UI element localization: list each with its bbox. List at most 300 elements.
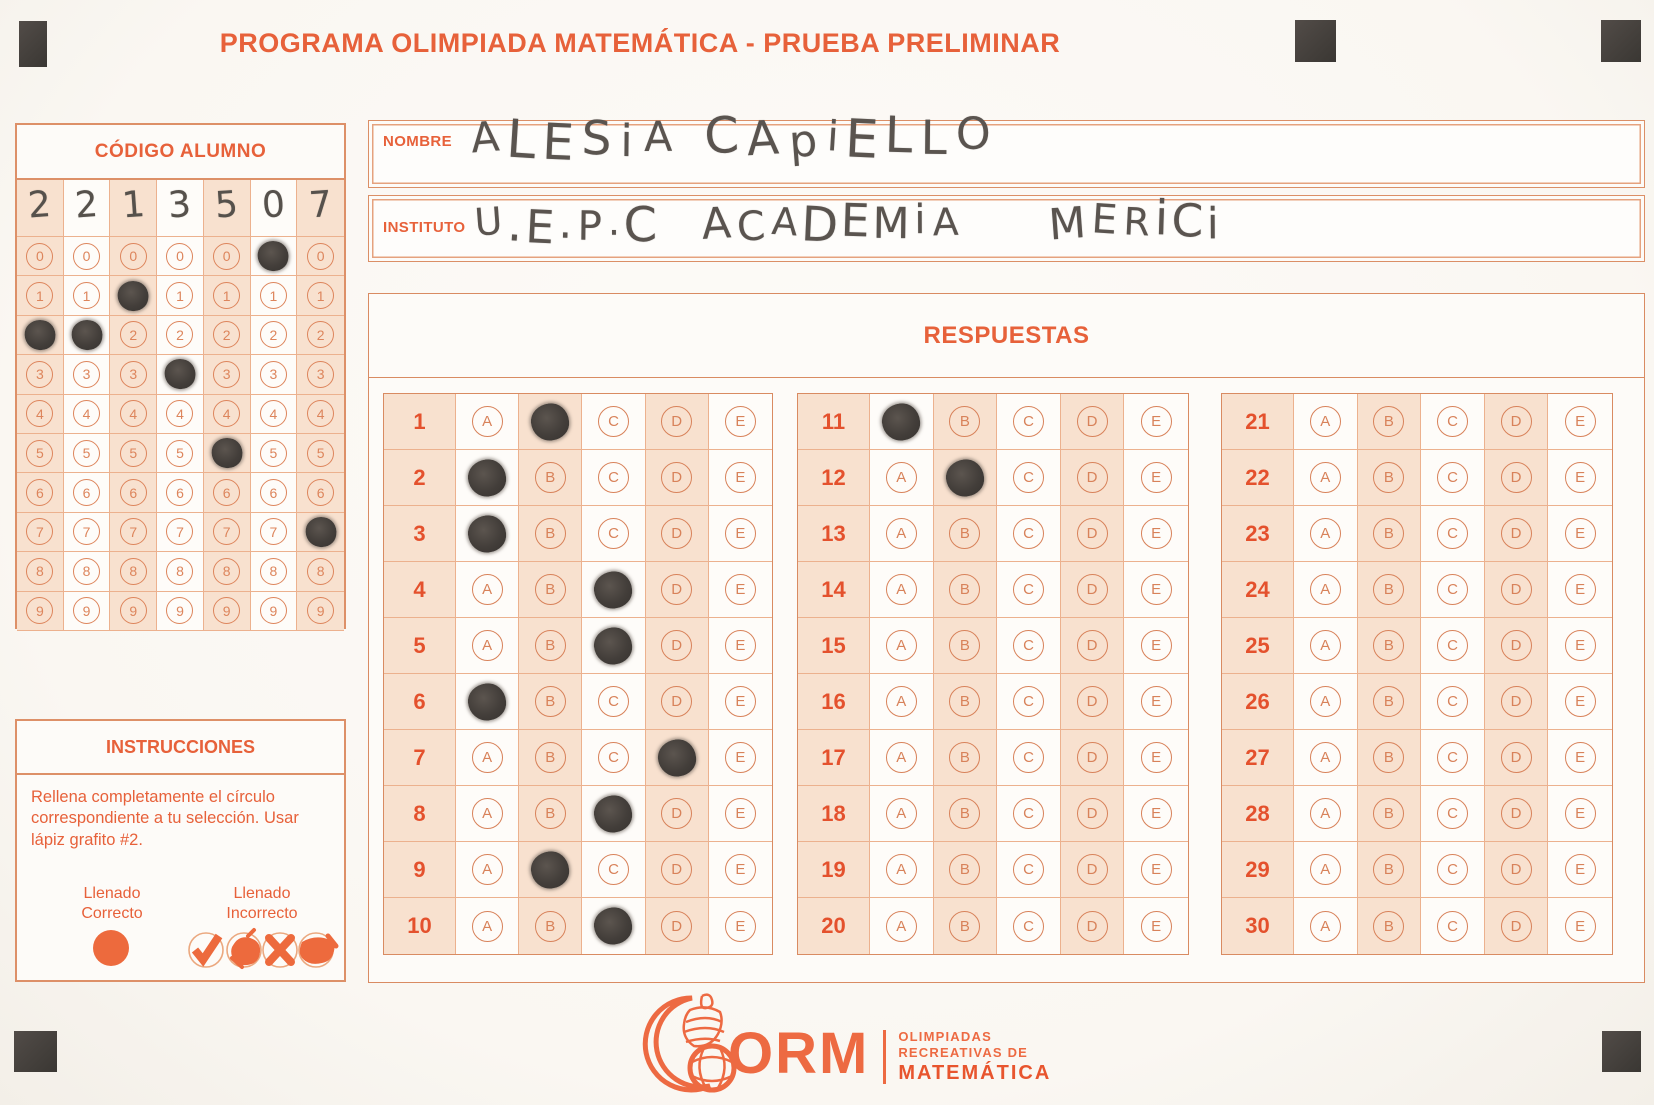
answer-option-cell [519, 450, 582, 505]
answer-option-cell [456, 618, 519, 673]
answer-option-cell [997, 674, 1061, 729]
pencil-filled-bubble [593, 906, 635, 947]
answer-bubble-c: C [1437, 686, 1468, 717]
answer-option-cell [1485, 506, 1549, 561]
pencil-filled-bubble [116, 279, 151, 313]
code-bubble-cell [297, 276, 344, 315]
answer-option-cell [997, 394, 1061, 449]
answer-row [1222, 730, 1612, 786]
code-bubble: 8 [120, 558, 147, 585]
answer-bubble-b: B [949, 630, 980, 661]
code-bubble: 5 [26, 440, 53, 467]
code-bubble: 5 [166, 440, 193, 467]
answer-option-cell [934, 786, 998, 841]
answer-bubble-b: B [1373, 630, 1404, 661]
answer-bubble-a: A [1310, 911, 1341, 942]
question-number: 3 [384, 506, 456, 561]
answer-option-cell [519, 842, 582, 897]
question-number: 27 [1222, 730, 1294, 785]
code-bubble: 3 [260, 361, 287, 388]
answer-bubble-a: A [472, 406, 503, 437]
code-bubble: 5 [120, 440, 147, 467]
code-bubble-cell [157, 434, 204, 473]
code-bubble-cell [297, 552, 344, 591]
answer-row [384, 898, 772, 954]
code-bubble-cell [157, 592, 204, 631]
instructions-box [15, 719, 346, 982]
pencil-filled-bubble [593, 625, 635, 666]
name-handwritten-value: ALESiA CApiELLO [468, 104, 1000, 173]
answer-option-cell [1485, 842, 1549, 897]
code-bubble: 7 [26, 518, 53, 545]
pencil-filled-bubble [303, 515, 338, 549]
correct-fill-label: Llenado Correcto [81, 885, 143, 922]
answer-option-cell [709, 786, 772, 841]
answer-bubble-b: B [535, 518, 566, 549]
pencil-filled-bubble [209, 436, 244, 470]
student-code-grid [17, 180, 344, 631]
code-bubble-cell [204, 552, 251, 591]
answer-bubble-c: C [1437, 742, 1468, 773]
institute-field-box [368, 189, 1645, 262]
code-bubble: 7 [213, 518, 240, 545]
answer-row [798, 842, 1188, 898]
question-number: 19 [798, 842, 870, 897]
answer-option-cell [1485, 674, 1549, 729]
question-number: 12 [798, 450, 870, 505]
answer-bubble-c: C [1013, 462, 1044, 493]
answer-bubble-b: B [1373, 854, 1404, 885]
answer-bubble-b: B [949, 742, 980, 773]
code-bubble-cell [204, 434, 251, 473]
code-bubble: 9 [73, 597, 100, 624]
answer-option-cell [1421, 394, 1485, 449]
code-bubble-cell [157, 316, 204, 355]
answer-bubble-c: C [598, 518, 629, 549]
code-bubble: 9 [120, 597, 147, 624]
answer-option-cell [1358, 674, 1422, 729]
code-handwritten-digit-cell [251, 180, 298, 237]
answer-row [1222, 898, 1612, 954]
answer-option-cell [646, 562, 709, 617]
answer-bubble-d: D [1501, 406, 1532, 437]
answer-bubble-b: B [949, 518, 980, 549]
code-bubble-cell [204, 355, 251, 394]
orm-logo-text: ORM [728, 1020, 870, 1086]
code-bubble-cell [297, 395, 344, 434]
answer-bubble-c: C [598, 406, 629, 437]
pencil-filled-bubble [22, 318, 57, 352]
answer-bubble-e: E [1141, 406, 1172, 437]
code-bubble-cell [204, 513, 251, 552]
answer-bubble-a: A [1310, 406, 1341, 437]
answer-option-cell [582, 786, 645, 841]
answer-row [1222, 450, 1612, 506]
answer-option-cell [1548, 730, 1612, 785]
answer-option-cell [1421, 562, 1485, 617]
orm-logo [640, 992, 1051, 1096]
answer-bubble-b: B [949, 406, 980, 437]
question-number: 9 [384, 842, 456, 897]
answer-option-cell [1421, 730, 1485, 785]
answer-bubble-c: C [1437, 798, 1468, 829]
code-bubble-cell [157, 237, 204, 276]
question-number: 23 [1222, 506, 1294, 561]
code-bubble: 9 [307, 597, 334, 624]
answer-option-cell [1485, 898, 1549, 954]
answer-option-cell [1485, 786, 1549, 841]
question-number: 17 [798, 730, 870, 785]
answer-bubble-d: D [661, 462, 692, 493]
answer-bubble-c: C [1013, 630, 1044, 661]
code-bubble-cell [251, 552, 298, 591]
answer-option-cell [646, 674, 709, 729]
answer-option-cell [1061, 730, 1125, 785]
code-bubble: 6 [166, 479, 193, 506]
answer-bubble-e: E [1565, 854, 1596, 885]
code-bubble: 8 [26, 558, 53, 585]
question-number: 4 [384, 562, 456, 617]
code-bubble-cell [251, 237, 298, 276]
answer-option-cell [1061, 786, 1125, 841]
answer-option-cell [1294, 562, 1358, 617]
answer-bubble-d: D [1501, 911, 1532, 942]
code-bubble-cell [157, 473, 204, 512]
logo-divider [883, 1030, 886, 1084]
code-bubble-cell [17, 395, 64, 434]
answer-option-cell [1294, 842, 1358, 897]
question-number: 1 [384, 394, 456, 449]
answer-option-cell [1061, 394, 1125, 449]
code-bubble: 7 [260, 518, 287, 545]
answer-option-cell [456, 842, 519, 897]
answer-option-cell [709, 450, 772, 505]
answer-option-cell [1294, 730, 1358, 785]
answer-option-cell [1124, 786, 1188, 841]
code-handwritten-digit-cell [110, 180, 157, 237]
answer-row [798, 562, 1188, 618]
answer-option-cell [934, 450, 998, 505]
answer-bubble-c: C [1013, 518, 1044, 549]
code-bubble-cell [157, 513, 204, 552]
answer-bubble-b: B [535, 462, 566, 493]
code-bubble: 3 [26, 361, 53, 388]
answer-bubble-a: A [886, 574, 917, 605]
answer-option-cell [1358, 898, 1422, 954]
answer-option-cell [997, 842, 1061, 897]
answer-option-cell [1294, 506, 1358, 561]
question-number: 15 [798, 618, 870, 673]
code-bubble-cell [64, 592, 111, 631]
answer-option-cell [582, 842, 645, 897]
answer-bubble-a: A [1310, 630, 1341, 661]
code-bubble-cell [297, 316, 344, 355]
code-bubble: 8 [166, 558, 193, 585]
answer-bubble-e: E [1141, 518, 1172, 549]
code-bubble-cell [17, 355, 64, 394]
incorrect-solid-blob-icon [294, 926, 340, 972]
answer-option-cell [709, 730, 772, 785]
answer-option-cell [1124, 730, 1188, 785]
answer-option-cell [1485, 562, 1549, 617]
answer-row [798, 506, 1188, 562]
answer-option-cell [1061, 842, 1125, 897]
answer-option-cell [1421, 842, 1485, 897]
question-number: 7 [384, 730, 456, 785]
answer-option-cell [870, 394, 934, 449]
answer-option-cell [646, 450, 709, 505]
answer-bubble-e: E [1141, 462, 1172, 493]
answers-block-1-10 [383, 393, 773, 955]
code-bubble-cell [297, 434, 344, 473]
code-handwritten-digit-cell [157, 180, 204, 237]
answer-row [1222, 674, 1612, 730]
answer-option-cell [709, 674, 772, 729]
code-bubble: 4 [213, 400, 240, 427]
answer-row [798, 730, 1188, 786]
registration-mark-top-left [19, 21, 47, 67]
answer-bubble-e: E [725, 911, 756, 942]
answer-bubble-a: A [886, 630, 917, 661]
question-number: 21 [1222, 394, 1294, 449]
answer-bubble-b: B [949, 798, 980, 829]
answer-option-cell [582, 562, 645, 617]
code-bubble: 6 [260, 479, 287, 506]
code-bubble-cell [110, 395, 157, 434]
code-bubble: 7 [120, 518, 147, 545]
code-bubble-cell [110, 513, 157, 552]
code-bubble-cell [17, 473, 64, 512]
answer-row [384, 394, 772, 450]
answer-bubble-e: E [1141, 574, 1172, 605]
answer-bubble-a: A [886, 462, 917, 493]
answer-option-cell [709, 898, 772, 954]
code-handwritten-digit-cell [204, 180, 251, 237]
answer-bubble-e: E [1565, 462, 1596, 493]
answer-bubble-b: B [1373, 911, 1404, 942]
answer-option-cell [582, 618, 645, 673]
code-handwritten-digit-cell [64, 180, 111, 237]
answer-option-cell [1294, 786, 1358, 841]
code-bubble: 4 [307, 400, 334, 427]
answer-bubble-a: A [472, 854, 503, 885]
answer-option-cell [870, 450, 934, 505]
code-bubble-cell [64, 395, 111, 434]
answer-bubble-d: D [661, 630, 692, 661]
code-bubble-cell [64, 276, 111, 315]
answer-option-cell [646, 618, 709, 673]
code-bubble-cell [110, 592, 157, 631]
answer-bubble-a: A [886, 518, 917, 549]
answer-option-cell [1358, 450, 1422, 505]
answer-bubble-d: D [1077, 406, 1108, 437]
answer-option-cell [1294, 674, 1358, 729]
answer-option-cell [1485, 730, 1549, 785]
answer-bubble-a: A [472, 574, 503, 605]
answer-option-cell [934, 562, 998, 617]
answer-bubble-d: D [1077, 798, 1108, 829]
question-number: 20 [798, 898, 870, 954]
code-bubble-cell [297, 237, 344, 276]
answer-bubble-a: A [886, 911, 917, 942]
answer-option-cell [934, 842, 998, 897]
code-bubble: 9 [26, 597, 53, 624]
answer-option-cell [1548, 786, 1612, 841]
answer-bubble-a: A [886, 854, 917, 885]
code-bubble: 9 [213, 597, 240, 624]
answer-option-cell [997, 562, 1061, 617]
answer-bubble-a: A [472, 798, 503, 829]
answer-bubble-b: B [949, 911, 980, 942]
question-number: 29 [1222, 842, 1294, 897]
code-bubble: 2 [307, 321, 334, 348]
code-bubble: 7 [73, 518, 100, 545]
answer-bubble-b: B [1373, 798, 1404, 829]
answer-bubble-e: E [1565, 686, 1596, 717]
code-bubble-cell [251, 592, 298, 631]
registration-mark-top-middle [1295, 20, 1336, 62]
code-bubble-cell [64, 434, 111, 473]
answer-option-cell [1124, 450, 1188, 505]
answer-option-cell [1548, 898, 1612, 954]
answer-bubble-a: A [1310, 686, 1341, 717]
answer-bubble-b: B [1373, 574, 1404, 605]
answer-bubble-e: E [725, 462, 756, 493]
question-number: 6 [384, 674, 456, 729]
code-bubble: 8 [260, 558, 287, 585]
answer-bubble-d: D [1501, 630, 1532, 661]
answer-row [384, 842, 772, 898]
answer-option-cell [1421, 506, 1485, 561]
code-bubble: 6 [120, 479, 147, 506]
answer-bubble-e: E [725, 686, 756, 717]
answer-option-cell [582, 394, 645, 449]
answer-bubble-b: B [535, 686, 566, 717]
code-bubble: 5 [73, 440, 100, 467]
answer-option-cell [1358, 786, 1422, 841]
answer-row [1222, 786, 1612, 842]
pencil-filled-bubble [880, 401, 922, 442]
question-number: 13 [798, 506, 870, 561]
answer-row [798, 786, 1188, 842]
name-label: NOMBRE [383, 133, 453, 150]
code-bubble-cell [251, 276, 298, 315]
answer-option-cell [1294, 394, 1358, 449]
answer-bubble-d: D [1501, 686, 1532, 717]
code-handwritten-digit: 2 [73, 183, 100, 227]
answer-bubble-d: D [661, 911, 692, 942]
answer-option-cell [709, 506, 772, 561]
instructions-header: INSTRUCCIONES [17, 721, 344, 775]
code-bubble-cell [204, 237, 251, 276]
institute-handwritten-value: U.E.P.C ACADEMiA MERiCi [472, 189, 1225, 255]
code-bubble-cell [110, 355, 157, 394]
code-handwritten-digit: 2 [26, 183, 53, 227]
answer-option-cell [1358, 394, 1422, 449]
answer-bubble-b: B [535, 911, 566, 942]
answer-row [384, 674, 772, 730]
answers-block-11-20 [797, 393, 1189, 955]
answer-bubble-c: C [1437, 518, 1468, 549]
code-bubble: 8 [307, 558, 334, 585]
answer-option-cell [934, 618, 998, 673]
code-bubble-cell [251, 513, 298, 552]
code-bubble: 1 [166, 282, 193, 309]
answer-bubble-c: C [1437, 406, 1468, 437]
answer-option-cell [1061, 618, 1125, 673]
answer-bubble-a: A [1310, 742, 1341, 773]
answer-option-cell [646, 506, 709, 561]
answer-option-cell [1358, 730, 1422, 785]
question-number: 5 [384, 618, 456, 673]
pencil-filled-bubble [466, 457, 508, 498]
answers-block-21-30 [1221, 393, 1613, 955]
pencil-filled-bubble [593, 569, 635, 610]
code-handwritten-digit-cell [17, 180, 64, 237]
code-bubble-cell [204, 276, 251, 315]
answer-option-cell [1485, 450, 1549, 505]
answer-option-cell [646, 730, 709, 785]
answer-option-cell [870, 842, 934, 897]
code-bubble: 2 [213, 321, 240, 348]
answer-bubble-e: E [725, 518, 756, 549]
code-bubble: 5 [307, 440, 334, 467]
answer-bubble-c: C [1013, 911, 1044, 942]
code-handwritten-digit: 1 [120, 183, 146, 227]
answer-bubble-e: E [1565, 742, 1596, 773]
answer-bubble-d: D [1077, 686, 1108, 717]
answer-bubble-e: E [1141, 854, 1172, 885]
answer-bubble-e: E [1565, 630, 1596, 661]
logo-tagline: OLIMPIADAS RECREATIVAS DE MATEMÁTICA [898, 1028, 1052, 1085]
question-number: 14 [798, 562, 870, 617]
code-bubble: 1 [213, 282, 240, 309]
code-bubble-cell [251, 395, 298, 434]
answer-option-cell [1548, 562, 1612, 617]
code-bubble: 4 [26, 400, 53, 427]
code-bubble-cell [204, 473, 251, 512]
code-bubble-cell [64, 513, 111, 552]
page-title: PROGRAMA OLIMPIADA MATEMÁTICA - PRUEBA PRELIMINAR [219, 28, 1061, 58]
answer-option-cell [709, 562, 772, 617]
answer-bubble-b: B [1373, 406, 1404, 437]
code-bubble-cell [17, 316, 64, 355]
answer-option-cell [709, 394, 772, 449]
code-bubble-cell [157, 355, 204, 394]
code-bubble-cell [64, 237, 111, 276]
pencil-filled-bubble [656, 737, 698, 778]
answer-row [798, 450, 1188, 506]
code-handwritten-digit: 3 [166, 183, 193, 227]
answer-bubble-e: E [1141, 742, 1172, 773]
answer-row [1222, 618, 1612, 674]
student-code-header: CÓDIGO ALUMNO [17, 125, 344, 180]
answer-row [384, 730, 772, 786]
answer-option-cell [1548, 506, 1612, 561]
registration-mark-bottom-left [14, 1031, 57, 1072]
code-bubble-cell [17, 592, 64, 631]
answer-row [384, 562, 772, 618]
answer-bubble-a: A [886, 742, 917, 773]
answer-bubble-d: D [661, 406, 692, 437]
code-bubble-cell [110, 316, 157, 355]
answer-option-cell [709, 842, 772, 897]
pencil-filled-bubble [529, 849, 571, 890]
answer-option-cell [870, 562, 934, 617]
answer-bubble-a: A [1310, 854, 1341, 885]
answer-bubble-a: A [472, 630, 503, 661]
answers-header: RESPUESTAS [369, 294, 1644, 378]
